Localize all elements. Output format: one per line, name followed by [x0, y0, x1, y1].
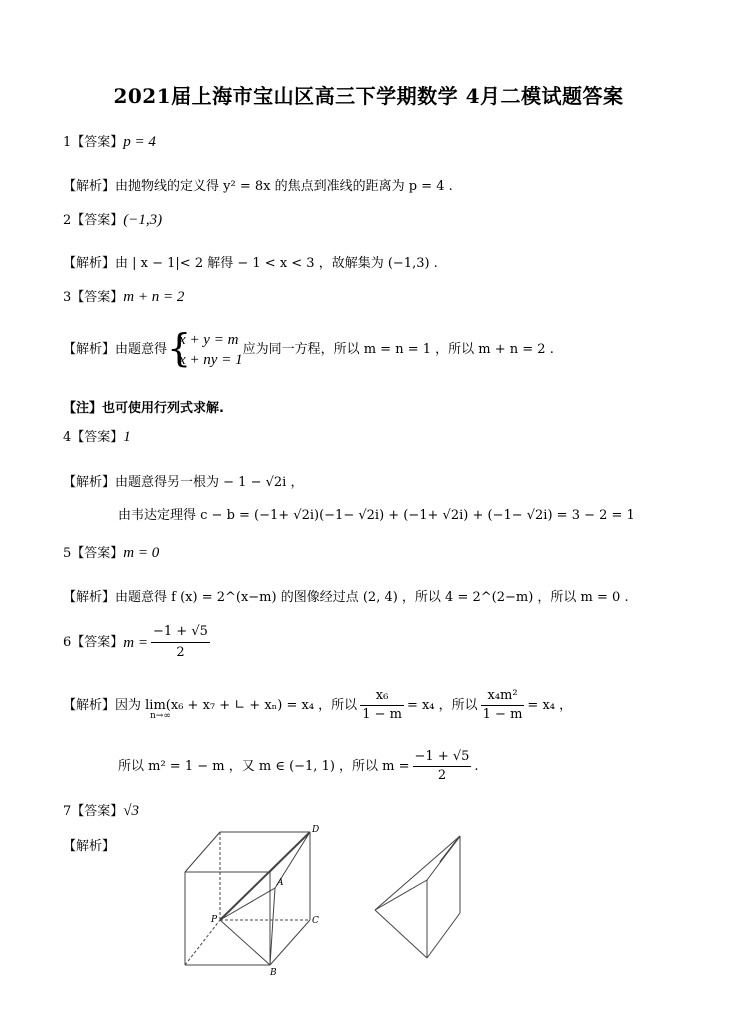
q6-answer-lhs: m = — [123, 634, 149, 651]
cube-edge — [185, 832, 220, 872]
q2-answer: (−1,3) — [123, 212, 163, 228]
segment-PB — [220, 920, 270, 965]
q6-analysis-1a: 因为 lim(x₆ + x₇ + ∟ + xₙ) = x₄ ，所以 — [115, 697, 358, 713]
q1-number: 1 — [63, 135, 72, 150]
q4-answer: 1 — [123, 429, 131, 445]
q3-analysis-post: 应为同一方程，所以 m = n = 1 ，所以 m + n = 2 . — [242, 342, 554, 357]
tetrahedron-figure — [370, 828, 470, 968]
q6-analysis-line-2 — [118, 748, 479, 785]
left-brace-icon: { — [167, 326, 192, 370]
fraction-denominator: 1 − m — [362, 707, 402, 722]
q5-number: 5 — [63, 546, 72, 561]
q6-analysis-2a: 所以 m² = 1 − m ，又 m ∈ (−1, 1) ，所以 m = — [118, 758, 410, 774]
answer-label: 【答案】 — [71, 290, 124, 305]
q1-answer: p = 4 — [123, 134, 156, 150]
cube-edge — [270, 920, 310, 965]
q3-system-row-2: x + ny = 1 — [179, 352, 243, 368]
q6-fraction-2 — [481, 687, 525, 724]
q4-analysis-1: 由题意得另一根为 − 1 − √2i ， — [115, 475, 304, 490]
q6-analysis-1c: = x₄ ， — [527, 697, 573, 713]
q6-fraction-1 — [360, 687, 404, 724]
fraction-denominator: 2 — [437, 768, 447, 783]
segment-PD — [220, 832, 310, 920]
q4-analysis-2: 由韦达定理得 c − b = (−1+ √2i)(−1− √2i) + (−1+ √2i) + (−1− √2i) = 3 − 2 = 1 — [118, 508, 635, 523]
q7-answer: √3 — [123, 803, 140, 819]
edge — [375, 910, 427, 958]
analysis-label: 【解析】 — [63, 179, 116, 194]
cube-figure — [170, 820, 330, 980]
q4-analysis-line-2 — [118, 507, 635, 525]
segment-AB — [270, 888, 275, 965]
answer-label: 【答案】 — [71, 213, 124, 228]
fraction-numerator: −1 + √5 — [413, 748, 472, 767]
q3-answer: m + n = 2 — [123, 289, 185, 305]
fraction-numerator: x₆ — [360, 687, 404, 706]
answer-label: 【答案】 — [71, 546, 124, 561]
edge — [375, 836, 460, 910]
label-B: B — [270, 968, 277, 978]
analysis-label: 【解析】 — [63, 839, 116, 854]
q2-analysis: 由 | x − 1|< 2 解得 − 1 < x < 3 ，故解集为 (−1,3) . — [115, 256, 438, 271]
edge — [375, 880, 427, 910]
q1-analysis: 由抛物线的定义得 y² = 8x 的焦点到准线的距离为 p = 4 . — [115, 179, 453, 194]
q3-equation-system — [167, 326, 243, 370]
q7-number: 7 — [63, 804, 72, 819]
answer-label: 【答案】 — [71, 804, 124, 819]
analysis-label: 【解析】 — [63, 475, 116, 490]
answer-label: 【答案】 — [71, 634, 124, 650]
fraction-numerator: x₄m² — [481, 687, 525, 706]
analysis-label: 【解析】 — [63, 342, 116, 357]
analysis-label: 【解析】 — [63, 697, 116, 713]
q6-number: 6 — [63, 634, 72, 650]
label-P: P — [211, 915, 218, 925]
q2-number: 2 — [63, 213, 72, 228]
page-title: 2021届上海市宝山区高三下学期数学 4月二模试题答案 — [113, 84, 624, 108]
q6-analysis-1b: = x₄ ，所以 — [406, 697, 478, 713]
q4-number: 4 — [63, 430, 72, 445]
label-C: C — [312, 916, 319, 926]
answer-label: 【答案】 — [71, 135, 124, 150]
edge — [427, 913, 460, 958]
q5-answer: m = 0 — [123, 545, 160, 561]
fraction-denominator: 2 — [176, 645, 185, 660]
q3-number: 3 — [63, 290, 72, 305]
label-D: D — [312, 825, 320, 835]
label-A: A — [277, 878, 284, 888]
analysis-label: 【解析】 — [63, 256, 116, 271]
q3-system-row-1: x + y = m — [179, 332, 239, 348]
hidden-edge — [185, 920, 220, 965]
q6-analysis-2b: . — [474, 758, 479, 774]
fraction-numerator: −1 + √5 — [151, 622, 210, 643]
q6-fraction-3 — [413, 748, 472, 785]
q3-analysis-pre: 由题意得 — [115, 342, 168, 357]
q5-analysis: 由题意得 f (x) = 2^(x−m) 的图像经过点 (2, 4) ，所以 4 = 2^(2−m) ，所以 m = 0 . — [115, 590, 629, 605]
edge — [440, 836, 460, 862]
analysis-label: 【解析】 — [63, 590, 116, 605]
q6-answer-fraction — [151, 622, 210, 663]
answer-label: 【答案】 — [71, 430, 124, 445]
note-line: 【注】也可使用行列式求解. — [63, 401, 224, 416]
q6-limit-subscript: n→∞ — [150, 711, 171, 721]
fraction-denominator: 1 − m — [482, 707, 523, 722]
